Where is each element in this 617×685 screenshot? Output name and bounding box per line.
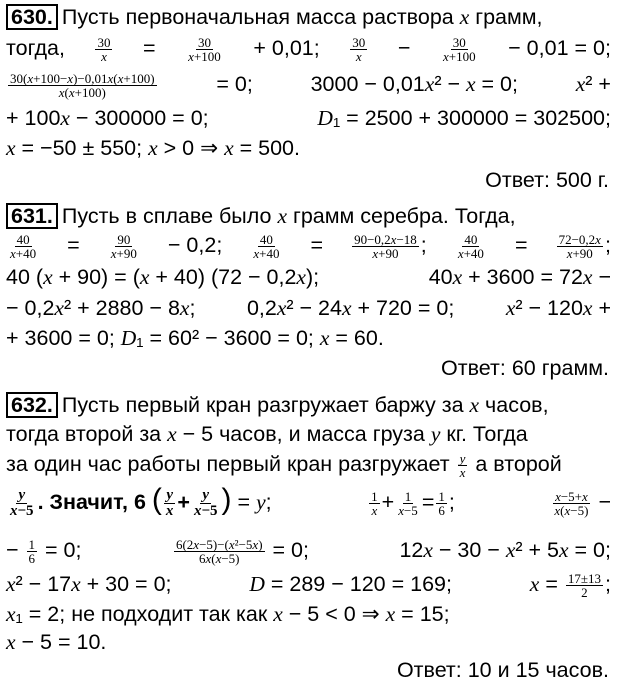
problem-632-line-2: тогда второй за x − 5 часов, и масса груза y кг. Тогда: [6, 422, 528, 446]
answer-630: Ответ: 500 г.: [485, 168, 609, 192]
problem-632-line-1: 632. Пусть первый кран разгружает баржу за x часов,: [6, 392, 611, 418]
problem-632-line-8: x − 5 = 10.: [6, 630, 107, 654]
problem-630-line-2: тогда, $\frac{30}{x}$ = $\frac{30}{x+100}$ + 0,01; $\frac{30}{x}$ − $\frac{30}{x+100}$ − 0,01 = 0;: [6, 35, 611, 64]
problem-632-line-3: за один час работы первый кран разгружает $\frac{y}{x}$ а второй: [6, 451, 562, 480]
problem-631-line-5: + 3600 = 0; D₁ = 60² − 3600 = 0; x = 60.: [6, 326, 384, 350]
problem-632-line-5: − $\frac{1}{6}$ = 0; $\frac{\text{6(2x−5)−(x²−5x)}}{6x(x-5)}$ = 0; 12x − 30 − x² + 5x = 0;: [6, 537, 611, 566]
problem-631-line-3: 40 (x + 90) = (x + 40) (72 − 0,2x); 40x + 3600 = 72x −: [6, 265, 611, 289]
problem-630-line-1: 630. Пусть первоначальная масса раствора x грамм,: [6, 4, 611, 30]
problem-632-line-7: x₁ = 2; не подходит так как x − 5 < 0 ⇒ x = 15;: [6, 602, 450, 626]
answer-631: Ответ: 60 грамм.: [441, 356, 609, 380]
problem-630-line-3: $\frac{30(x+100-x)-0,01x(x+100)}{x(x+100)}$ = 0; 3000 − 0,01x² − x = 0; x² +: [10, 71, 611, 100]
problem-number-632: 632.: [6, 392, 58, 418]
problem-631-line-1: 631. Пусть в сплаве было x грамм серебра. Тогда,: [6, 203, 611, 229]
problem-632-line-4: $\frac{y}{x-5}$ . Значит, 6 ( $\frac{y}{x}$ + $\frac{y}{x-5}$ ) = y; $\frac{1}{x}$ + $\frac{1}{x-5}$ = $\frac{1}{6}$ ; $\frac{x-5+x}{x(x-5)}$ −: [10, 483, 611, 519]
problem-631-line-4: − 0,2x² + 2880 − 8x; 0,2x² − 24x + 720 = 0; x² − 120x +: [6, 296, 611, 320]
problem-632-line-6: x² − 17x + 30 = 0; D = 289 − 120 = 169; x = $\frac{17\pm 13}{2}$ ;: [6, 571, 611, 600]
problem-630-line-4: + 100x − 300000 = 0; D₁ = 2500 + 300000 = 302500;: [6, 106, 611, 130]
problem-number-631: 631.: [6, 203, 58, 229]
problem-630-line-5: x = −50 ± 550; x > 0 ⇒ x = 500.: [6, 136, 300, 160]
problem-631-line-2: $\frac{40}{x+40}$ = $\frac{90}{x+90}$ − 0,2; $\frac{40}{x+40}$ = $\frac{90-0,2x-18}{x+90}$ ; $\frac{40}{x+40}$ = $\frac{72-0,2x}{x+90}$ ;: [10, 232, 611, 261]
answer-632: Ответ: 10 и 15 часов.: [396, 658, 609, 682]
problem-number-630: 630.: [6, 4, 58, 30]
